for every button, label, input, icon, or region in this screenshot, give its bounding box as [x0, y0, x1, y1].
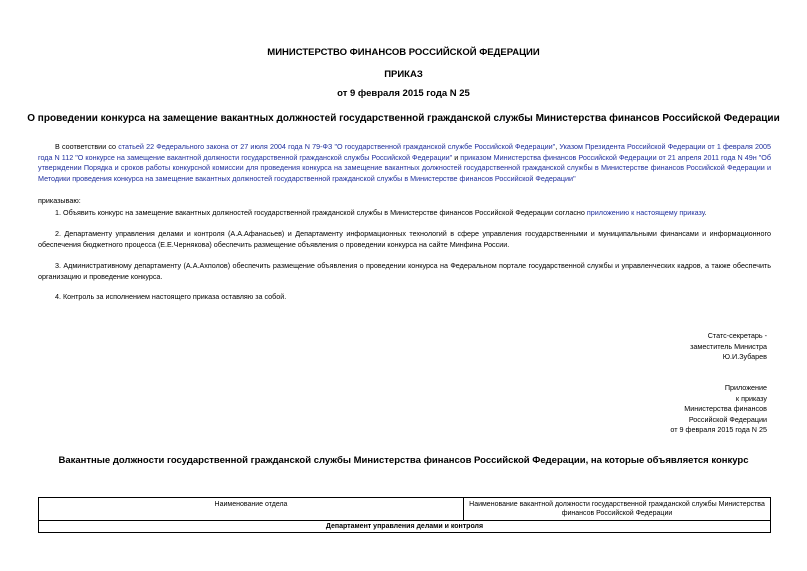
doc-type-heading: ПРИКАЗ: [384, 69, 423, 80]
intro-paragraph: [38, 142, 771, 184]
item-3: 3. Административному департаменту (А.А.Ахполов) обеспечить размещение объявления о проведении конкурса на Федеральном портале государственной службы и управленческих кадров, а также обеспечить организацию и проведение конкурса.: [38, 261, 771, 281]
prikazyvayu-text: приказываю:: [38, 196, 81, 205]
signature-line-3: Ю.И.Зубарев: [722, 352, 767, 361]
appendix-link[interactable]: приложению к настоящему приказу: [586, 208, 705, 217]
intro-text-1: В соответствии со: [55, 142, 119, 151]
appendix-title: Вакантные должности государственной гражданской службы Министерства финансов Российской Федерации, на которые объявляется конкурс: [58, 455, 749, 466]
order-link[interactable]: приказом Министерства финансов Российской Федерации от 21 апреля 2011 года N 49н "Об утверждении Порядка и сроков работы конкурсной комиссии для проведения конкурса на замещение вакантных должностей государственной гражданской службы в Министерстве финансов Российской Федерации и Методики проведения конкурса на замещение вакантных должностей государственной гражданской службы в Министерстве финансов Российской Федерации": [38, 152, 771, 183]
table-header-position: Наименование вакантной должности государственной гражданской службы Министерства финансов Российской Федерации: [464, 498, 771, 521]
intro-text-2: ,: [555, 142, 560, 151]
decree-link[interactable]: Указом Президента Российской Федерации от 1 февраля 2005 года N 112 "О конкурсе на замещение вакантной должности государственной гражданской службы Российской Федерации": [38, 142, 771, 162]
vacancies-table: [38, 497, 771, 533]
table-row: [39, 521, 771, 533]
item-4: 4. Контроль за исполнением настоящего приказа оставляю за собой.: [55, 292, 287, 301]
doc-date-number: от 9 февраля 2015 года N 25: [337, 88, 470, 99]
doc-title: О проведении конкурса на замещение вакантных должностей государственной гражданской службы Министерства финансов Российской Федерации: [27, 113, 780, 124]
law-link[interactable]: статьей 22 Федерального закона от 27 июля 2004 года N 79-ФЗ "О государственной гражданской службе Российской Федерации": [118, 142, 556, 151]
table-header-department: Наименование отдела: [39, 498, 464, 521]
item-2: 2. Департаменту управления делами и контроля (А.А.Афанасьев) и Департаменту информационных технологий в сфере управления государственными и муниципальными финансами и информационного обеспечения бюджетного процесса (Е.Е.Чернякова) обеспечить размещение объявления о проведении конкурса на сайте Минфина России.: [38, 229, 771, 249]
intro-text-3: и: [452, 152, 461, 162]
signature-block: [690, 331, 767, 363]
appendix-line-3: Министерства финансов: [684, 404, 767, 413]
appendix-block: [670, 383, 767, 436]
appendix-line-5: от 9 февраля 2015 года N 25: [670, 425, 767, 434]
item-1-end: .: [704, 208, 707, 217]
ministry-heading: МИНИСТЕРСТВО ФИНАНСОВ РОССИЙСКОЙ ФЕДЕРАЦИИ: [267, 47, 540, 58]
table-header-row: [39, 498, 771, 521]
table-department-row: Департамент управления делами и контроля: [39, 521, 771, 533]
appendix-line-1: Приложение: [724, 383, 767, 392]
signature-line-2: заместитель Министра: [690, 341, 767, 351]
item-1-text: 1. Объявить конкурс на замещение вакантных должностей государственной гражданской службы в Министерстве финансов Российской Федерации согласно: [55, 208, 587, 217]
appendix-line-4: Российской Федерации: [688, 414, 767, 424]
signature-line-1: Статс-секретарь -: [707, 331, 767, 340]
item-1: [38, 208, 771, 219]
appendix-line-2: к приказу: [735, 393, 767, 403]
